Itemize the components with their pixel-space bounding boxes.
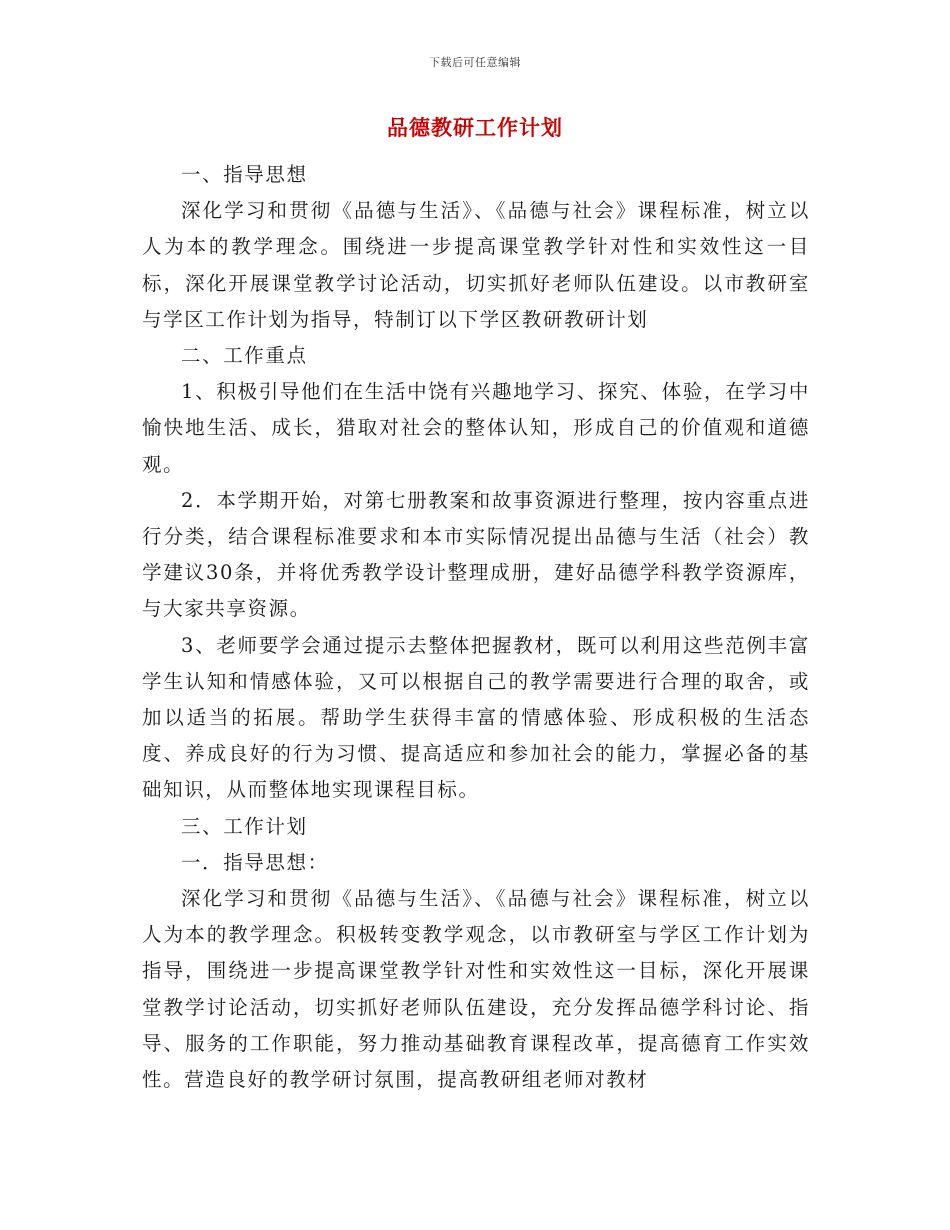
section-heading-guiding-thought: 一、指导思想 bbox=[181, 163, 308, 186]
subheading-guiding-thought: 一．指导思想： bbox=[181, 850, 329, 874]
section-heading-work-plan: 三、工作计划 bbox=[181, 814, 308, 838]
paragraph-focus-item-1: 1、积极引导他们在生活中饶有兴趣地学习、探究、体验，在学习中愉快地生活、成长，猎取对社会的整体认知，形成自己的价值观和道德观。 bbox=[142, 380, 810, 476]
document-body bbox=[142, 157, 810, 1098]
section-heading-work-focus: 二、工作重点 bbox=[181, 344, 308, 368]
page-header-note: 下载后可任意编辑 bbox=[429, 56, 521, 69]
paragraph-focus-item-3: 3、老师要学会通过提示去整体把握教材，既可以利用这些范例丰富学生认知和情感体验，又可以根据自己的教学需要进行合理的取舍，或加以适当的拓展。帮助学生获得丰富的情感体验、形成积极的生活态度、养成良好的行为习惯、提高适应和参加社会的能力，掌握必备的基础知识，从而整体地实现课程目标。 bbox=[142, 633, 810, 802]
document-title: 品德教研工作计划 bbox=[387, 115, 563, 140]
paragraph-guiding-thought: 深化学习和贯彻《品德与生活》、《品德与社会》课程标准，树立以人为本的教学理念。围绕进一步提高课堂教学针对性和实效性这一目标，深化开展课堂教学讨论活动，切实抓好老师队伍建设。以市教研室与学区工作计划为指导，特制订以下学区教研教研计划 bbox=[142, 199, 810, 331]
paragraph-plan-guiding-thought: 深化学习和贯彻《品德与生活》、《品德与社会》课程标准，树立以人为本的教学理念。积极转变教学观念，以市教研室与学区工作计划为指导，围绕进一步提高课堂教学针对性和实效性这一目标，深化开展课堂教学讨论活动，切实抓好老师队伍建设，充分发挥品德学科讨论、指导、服务的工作职能，努力推动基础教育课程改革，提高德育工作实效性。营造良好的教学研讨氛围，提高教研组老师对教材 bbox=[142, 887, 810, 1092]
paragraph-focus-item-2: 2．本学期开始，对第七册教案和故事资源进行整理，按内容重点进行分类，结合课程标准要求和本市实际情况提出品德与生活（社会）教学建议30条，并将优秀教学设计整理成册，建好品德学科教学资源库，与大家共享资源。 bbox=[142, 488, 810, 621]
